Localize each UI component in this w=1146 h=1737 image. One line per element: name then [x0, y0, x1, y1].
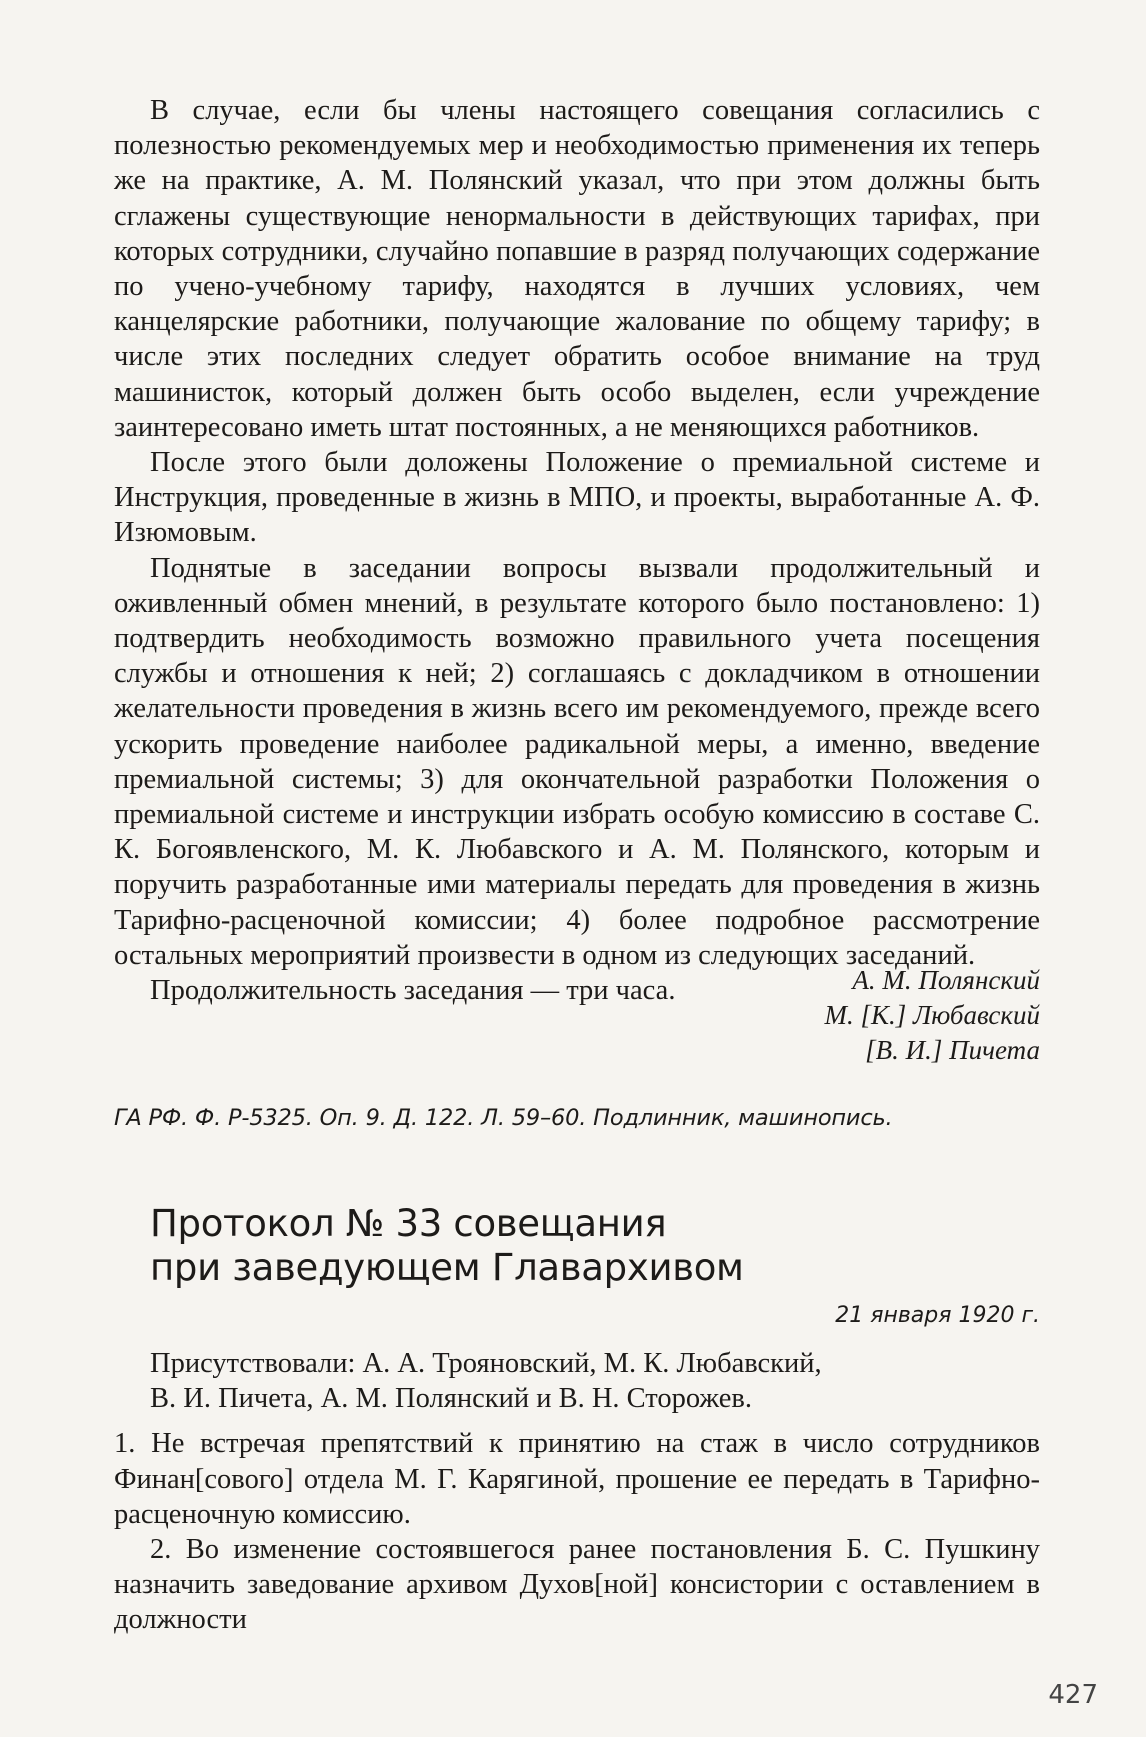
protocol-body — [114, 1346, 1040, 1638]
paragraph: Поднятые в заседании вопросы вызвали продолжительный и оживленный обмен мнений, в результате которого было постановлено: 1) подтвердить необходимость возможно правильного учета посещения службы и отношения к ней; 2) соглашаясь с докладчиком в отношении желательности проведения в жизнь всего им рекомендуемого, прежде всего ускорить проведение наиболее радикальной меры, а именно, введение премиальной системы; 3) для окончательной разработки Положения о премиальной системе и инструкции избрать особую комиссию в составе С. К. Богоявленского, М. К. Любавского и А. М. Полянского, которым и поручить разработанные ими материалы передать для проведения в жизнь Тарифно-расценочной комиссии; 4) более подробное рассмотрение остальных мероприятий произвести в одном из следующих заседаний. — [114, 552, 1040, 971]
page-number: 427 — [1048, 1680, 1098, 1710]
paragraph: Продолжительность заседания — три часа. — [150, 975, 676, 1007]
protocol-heading — [150, 1202, 744, 1290]
archive-source-citation: ГА РФ. Ф. Р-5325. Оп. 9. Д. 122. Л. 59–60. Подлинник, машинопись. — [114, 1105, 893, 1131]
signature: А. М. Полянский — [852, 965, 1040, 995]
attendees-line: В. И. Пичета, А. М. Полянский и В. Н. Сторожев. — [150, 1383, 752, 1415]
agenda-item: 2. Во изменение состоявшегося ранее постановления Б. С. Пушкину назначить заведование архивом Духов[ной] консистории с оставлением в должности — [114, 1534, 1040, 1636]
signature: [В. И.] Пичета — [865, 1035, 1040, 1065]
signatures — [825, 963, 1040, 1068]
attendees-line: Присутствовали: А. А. Трояновский, М. К. Любавский, — [150, 1348, 822, 1379]
paragraph: В случае, если бы члены настоящего совещания согласились с полезностью рекомендуемых мер и необходимостью применения их теперь же на практике, А. М. Полянский указал, что при этом должны быть сглажены существующие ненормальности в действующих тарифах, при которых сотрудники, случайно попавшие в разряд получающих содержание по учено-учебному тарифу, находятся в лучших условиях, чем канцелярские работники, получающие жалование по общему тарифу; в числе этих последних следует обратить особое внимание на труд машинисток, который должен быть особо выделен, если учреждение заинтересовано иметь штат постоянных, а не меняющихся работников. — [114, 95, 1040, 443]
heading-line: при заведующем Главархивом — [150, 1246, 744, 1289]
paragraph: После этого были доложены Положение о премиальной системе и Инструкция, проведенные в жизнь в МПО, и проекты, выработанные А. Ф. Изюмовым. — [114, 447, 1040, 549]
heading-line: Протокол № 33 совещания — [150, 1202, 667, 1245]
protocol-date: 21 января 1920 г. — [835, 1303, 1040, 1328]
protocol-continuation-text — [114, 93, 1040, 1008]
agenda-item: 1. Не встречая препятствий к принятию на стаж в число сотрудников Финан[сового] отдела М. Г. Карягиной, прошение ее передать в Тарифно-расценочную комиссию. — [114, 1428, 1040, 1530]
signature: М. [К.] Любавский — [824, 1000, 1040, 1030]
